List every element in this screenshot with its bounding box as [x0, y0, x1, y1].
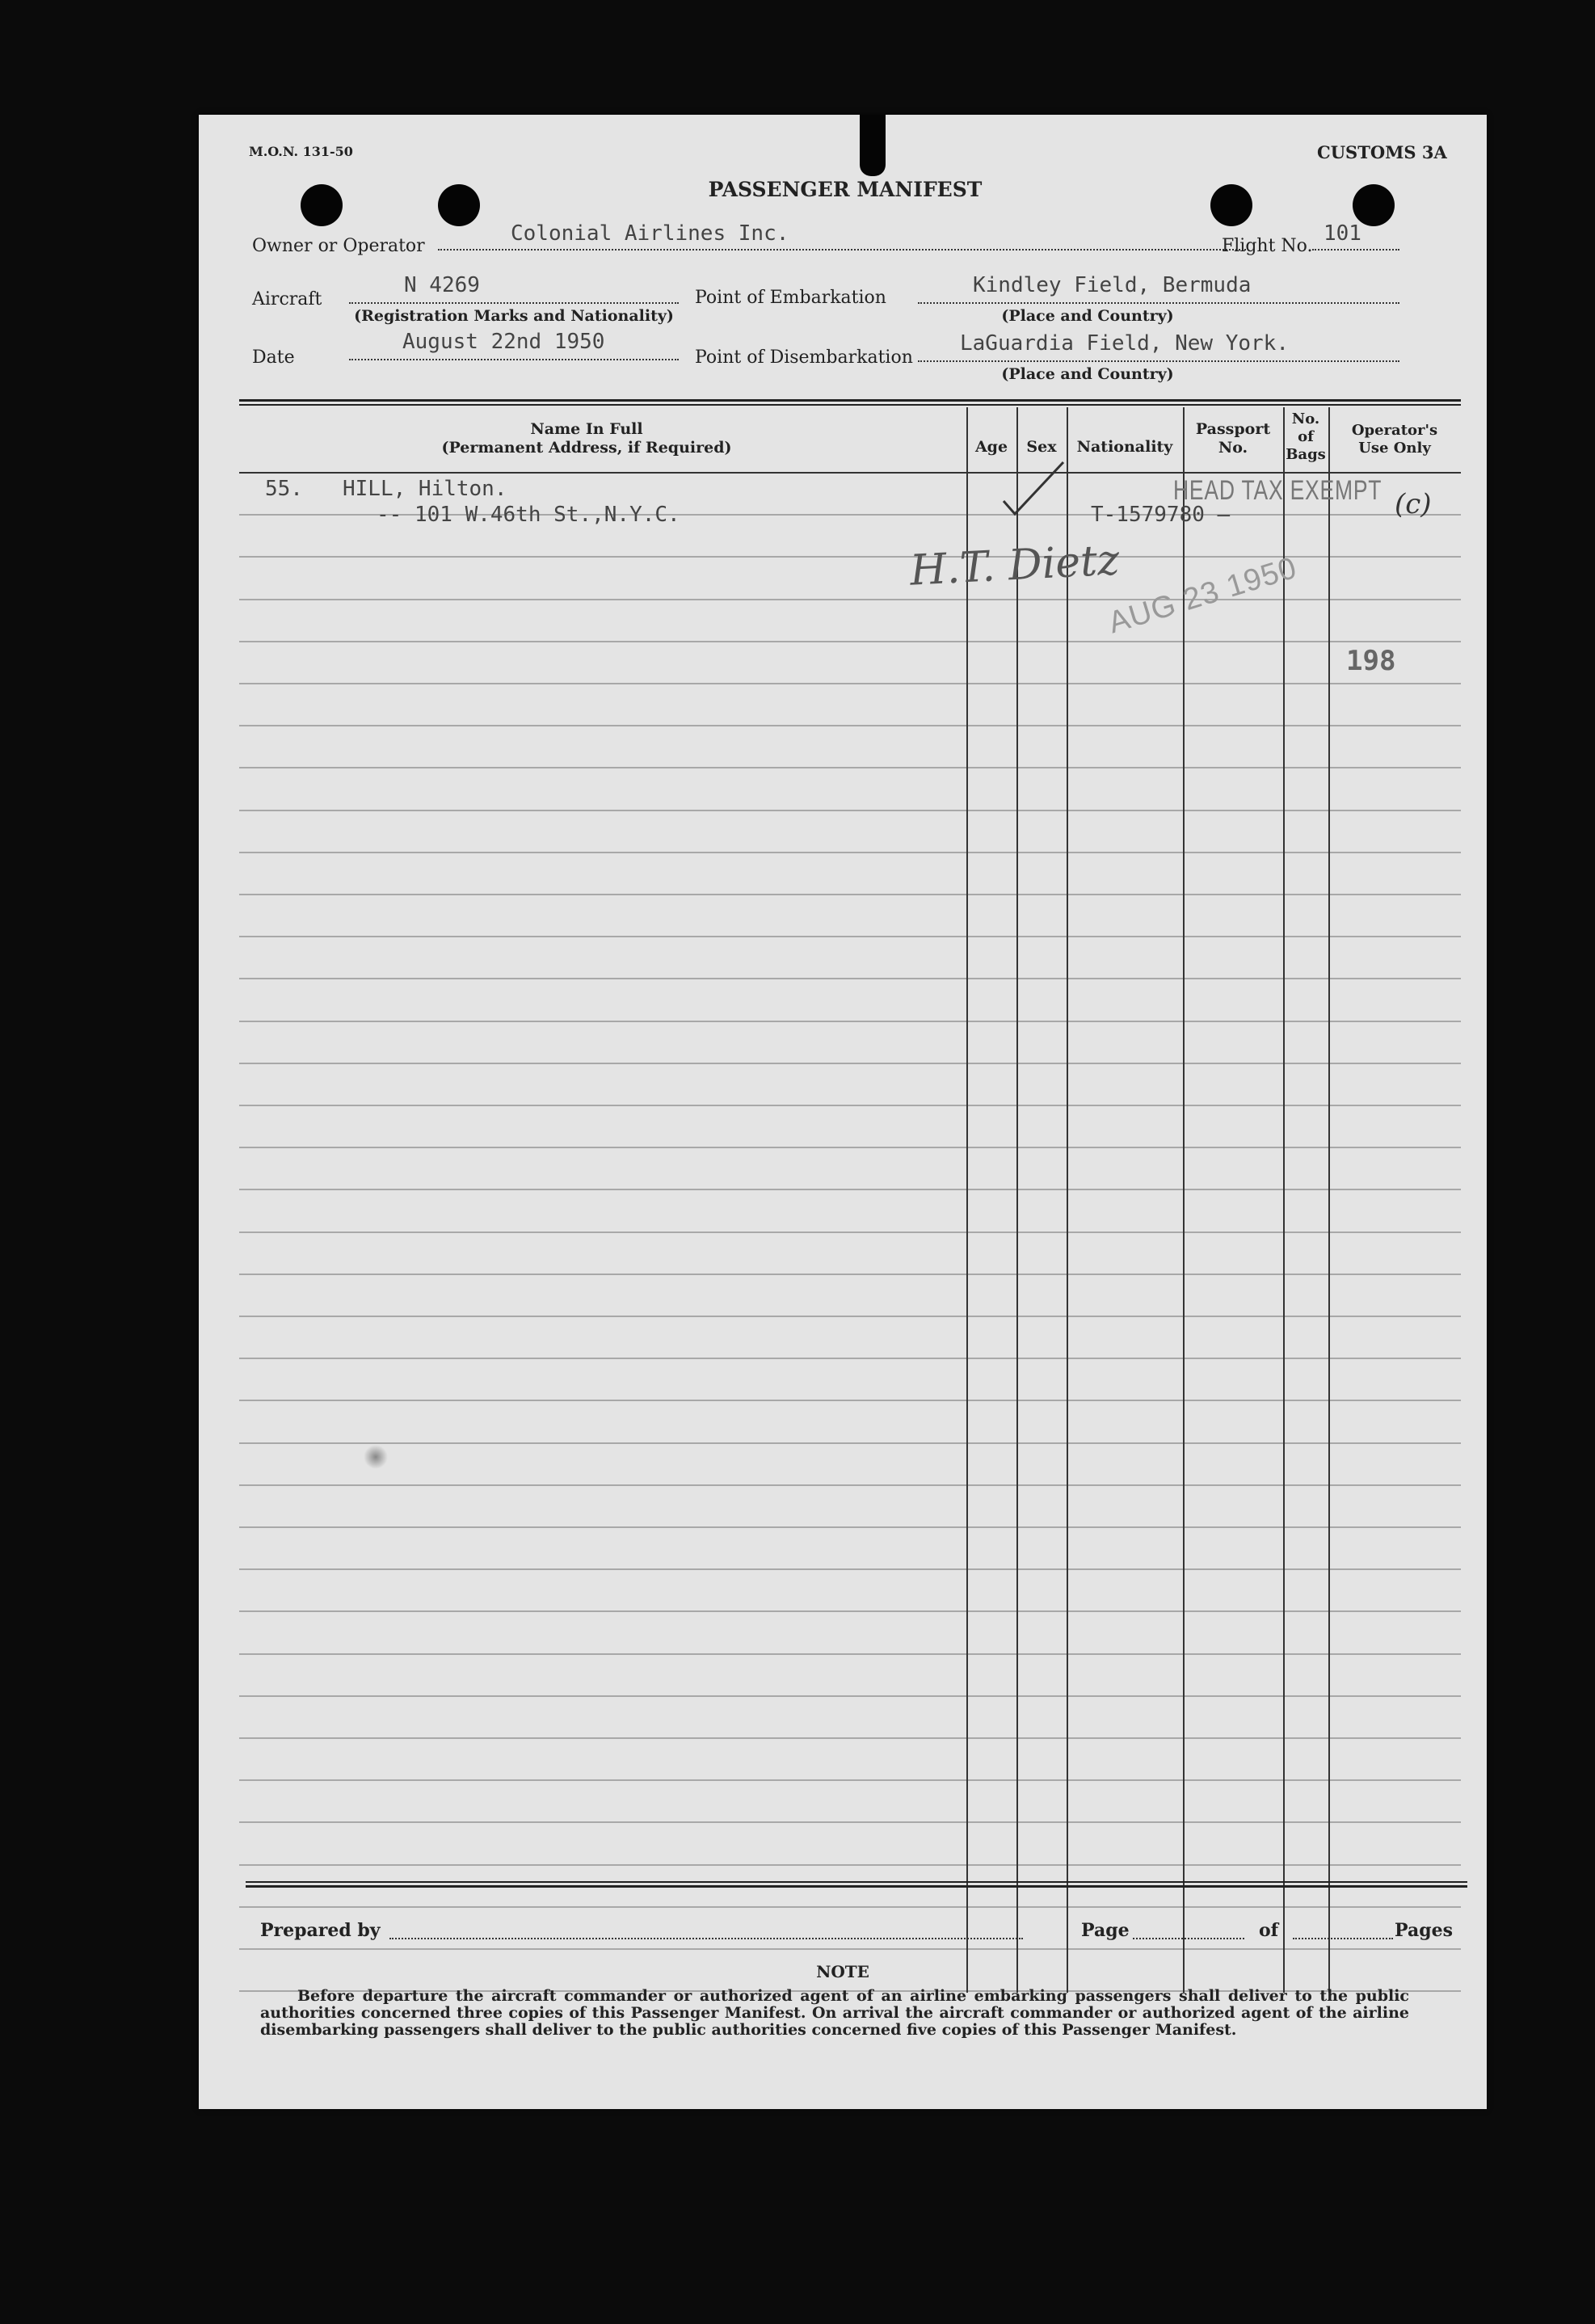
- embarkation-caption: (Place and Country): [1001, 307, 1174, 325]
- row-rule: [239, 1442, 1461, 1444]
- entry-number: 55.: [265, 477, 303, 501]
- flight-label: Flight No.: [1222, 236, 1313, 256]
- operator-mark: (c): [1395, 488, 1432, 520]
- aircraft-underline: [349, 302, 679, 304]
- row-rule: [239, 1105, 1461, 1106]
- table-top-rule: [239, 399, 1461, 406]
- col-rule-bags: [1283, 407, 1285, 1993]
- col-bags-line-3: Bags: [1286, 446, 1326, 463]
- punch-hole-left-2: [438, 184, 480, 226]
- row-rule: [239, 852, 1461, 853]
- row-rule: [239, 1864, 1461, 1866]
- manifest-paper: [199, 115, 1487, 2109]
- punch-hole-right-1: [1210, 184, 1252, 226]
- row-rule: [239, 1779, 1461, 1781]
- col-name-subtitle: (Permanent Address, if Required): [441, 439, 732, 457]
- page-label: Page: [1081, 1920, 1130, 1941]
- row-rule: [239, 1610, 1461, 1612]
- row-rule: [239, 1821, 1461, 1823]
- form-number: M.O.N. 131-50: [249, 144, 353, 159]
- handwritten-initials: H.T. Dietz: [908, 536, 1121, 596]
- row-rule: [239, 1358, 1461, 1359]
- row-rule: [239, 1316, 1461, 1317]
- col-age-header: Age: [974, 438, 1008, 456]
- row-rule: [239, 1526, 1461, 1528]
- entry-passport: T-1579780 —: [1091, 503, 1231, 527]
- col-operator-header: [1328, 422, 1461, 457]
- row-rule: [239, 1400, 1461, 1401]
- date-label: Date: [252, 347, 295, 368]
- date-value: August 22nd 1950: [402, 330, 605, 354]
- embarkation-label: Point of Embarkation: [695, 288, 886, 308]
- col-name-title: Name In Full: [530, 420, 643, 438]
- row-rule: [239, 1906, 1461, 1908]
- col-operator-line-1: Operator's: [1351, 422, 1438, 439]
- row-rule: [239, 1063, 1461, 1064]
- page-number-line: [1133, 1938, 1244, 1939]
- owner-value: Colonial Airlines Inc.: [511, 221, 789, 246]
- aircraft-label: Aircraft: [252, 289, 322, 309]
- punch-hole-right-2: [1353, 184, 1395, 226]
- col-operator-line-2: Use Only: [1358, 440, 1431, 457]
- row-rule: [239, 1737, 1461, 1739]
- page-total-line: [1293, 1938, 1393, 1939]
- date-received-stamp: AUG 23 1950: [1104, 550, 1301, 641]
- aircraft-caption: (Registration Marks and Nationality): [354, 307, 674, 325]
- row-rule: [239, 767, 1461, 768]
- row-rule: [239, 1695, 1461, 1697]
- row-rule: [239, 725, 1461, 726]
- entry-name: HILL, Hilton.: [343, 477, 507, 501]
- embarkation-value: Kindley Field, Bermuda: [973, 273, 1252, 297]
- row-rule: [239, 1484, 1461, 1486]
- row-rule: [239, 936, 1461, 937]
- col-bags-header: [1283, 410, 1328, 464]
- torn-notch: [860, 115, 886, 176]
- table-bottom-rule: [246, 1881, 1467, 1888]
- col-nationality-header: Nationality: [1076, 438, 1173, 456]
- col-passport-line-2: No.: [1218, 439, 1248, 457]
- punch-hole-left-1: [301, 184, 343, 226]
- prepared-by-label: Prepared by: [260, 1920, 381, 1941]
- page-marker: 198: [1346, 645, 1396, 677]
- row-rule: [239, 1568, 1461, 1570]
- head-tax-exempt-stamp: HEAD TAX EXEMPT: [1173, 475, 1382, 506]
- col-passport-line-1: Passport: [1195, 420, 1271, 438]
- row-rule: [239, 683, 1461, 684]
- row-rule: [239, 978, 1461, 979]
- col-rule-age: [966, 407, 968, 1993]
- col-bags-line-1: No.: [1291, 410, 1320, 427]
- note-text: Before departure the aircraft commander or authorized agent of an airline embarking passengers shall deliver to the public authorities concerned three copies of this Passenger Manifest. On arrival the aircraft commander or authorized agent of the airline disembarking passengers shall deliver to the public authorities concerned five copies of this Passenger Manifest.: [260, 1987, 1409, 2039]
- col-rule-sex: [1016, 407, 1018, 1993]
- col-sex-header: Sex: [1026, 438, 1057, 456]
- aircraft-value: N 4269: [404, 273, 480, 297]
- pages-label: Pages: [1395, 1920, 1453, 1941]
- disembarkation-caption: (Place and Country): [1001, 365, 1174, 383]
- disembarkation-underline: [918, 360, 1399, 362]
- row-rule: [239, 894, 1461, 895]
- embarkation-underline: [918, 302, 1399, 304]
- customs-code: CUSTOMS 3A: [1317, 142, 1447, 162]
- header-bottom-rule: [239, 472, 1461, 474]
- row-rule: [239, 1653, 1461, 1655]
- flight-value: 101: [1324, 221, 1361, 246]
- disembarkation-value: LaGuardia Field, New York.: [960, 331, 1289, 356]
- row-rule: [239, 1189, 1461, 1190]
- row-rule: [239, 641, 1461, 642]
- flight-underline: [1312, 249, 1399, 251]
- row-rule: [239, 810, 1461, 811]
- col-bags-line-2: of: [1298, 428, 1314, 445]
- of-label: of: [1259, 1920, 1279, 1941]
- ink-smudge: [364, 1445, 388, 1469]
- col-rule-nationality: [1067, 407, 1068, 1993]
- row-rule: [239, 1274, 1461, 1275]
- note-heading: NOTE: [816, 1962, 869, 1981]
- disembarkation-label: Point of Disembarkation: [695, 347, 913, 368]
- date-underline: [349, 359, 679, 360]
- entry-address: -- 101 W.46th St.,N.Y.C.: [377, 503, 680, 527]
- row-rule: [239, 1231, 1461, 1233]
- page-title: PASSENGER MANIFEST: [708, 178, 983, 201]
- col-name-header: [247, 420, 926, 457]
- owner-label: Owner or Operator: [252, 236, 425, 256]
- owner-underline: [438, 249, 1246, 251]
- row-rule: [239, 1948, 1461, 1950]
- col-rule-operator: [1328, 407, 1330, 1993]
- sex-checkmark-icon: [999, 456, 1071, 524]
- prepared-by-line: [389, 1938, 1023, 1939]
- col-rule-passport: [1183, 407, 1185, 1993]
- row-rule: [239, 1147, 1461, 1148]
- row-rule: [239, 599, 1461, 600]
- col-passport-header: [1183, 420, 1283, 457]
- row-rule: [239, 1021, 1461, 1022]
